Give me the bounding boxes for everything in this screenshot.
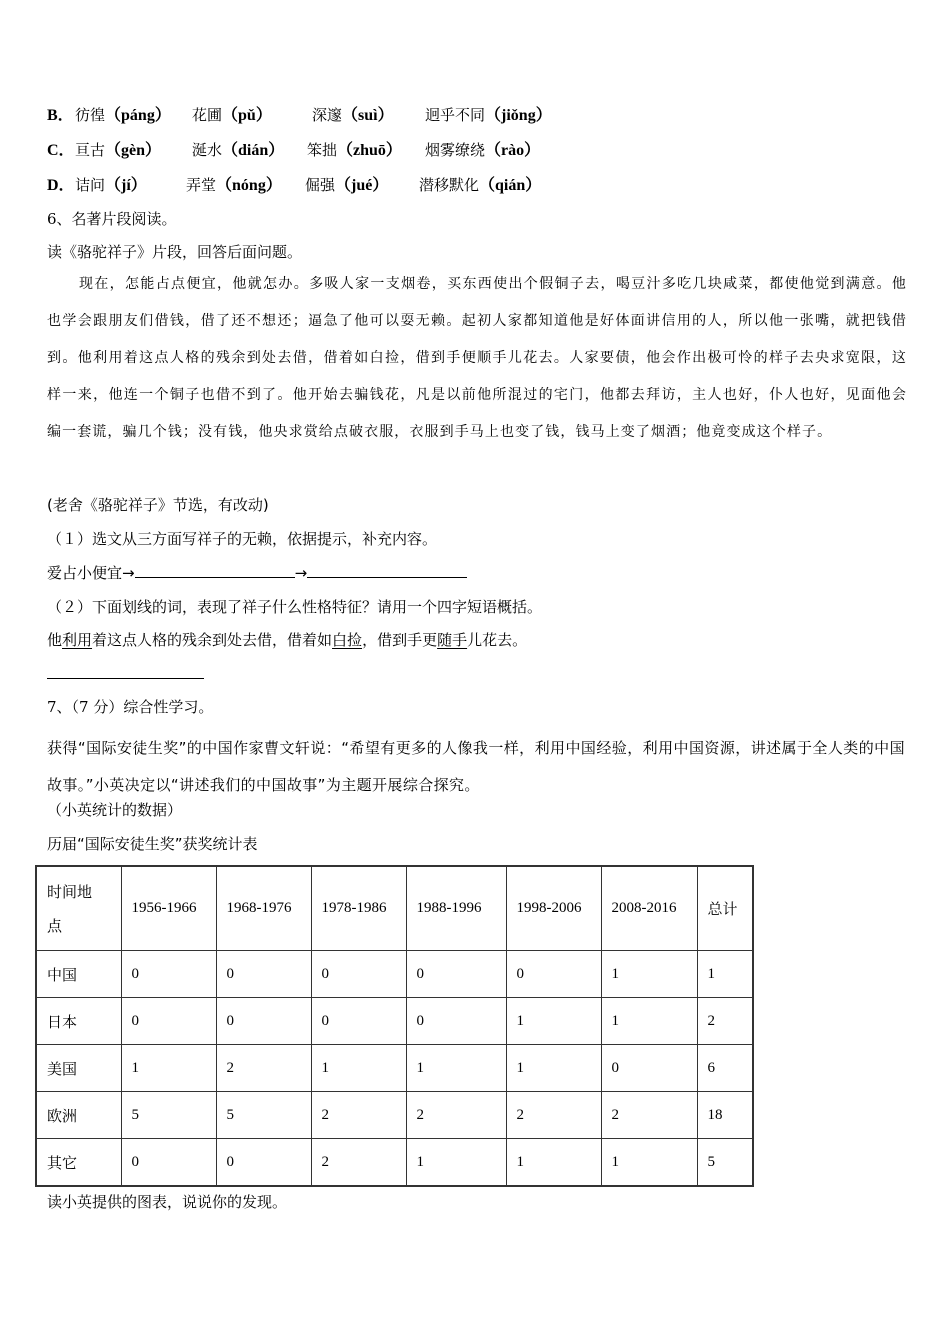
option-label: C． [47, 142, 75, 159]
value-cell: 0 [216, 998, 311, 1045]
word: 烟雾缭绕 [425, 141, 486, 159]
value-cell: 1 [601, 998, 697, 1045]
value-cell: 0 [406, 951, 506, 998]
value-cell: 18 [697, 1092, 753, 1139]
word: 潜移默化 [419, 176, 480, 194]
pinyin: （zhuō） [337, 142, 402, 159]
option-word-item [75, 102, 171, 125]
value-cell: 2 [506, 1092, 601, 1139]
option-word-item [192, 102, 272, 125]
word: 倔强 [305, 176, 336, 194]
underlined-word: 白捡 [332, 631, 363, 649]
pinyin: （suì） [342, 107, 394, 124]
q6-title: 6、名著片段阅读。 [47, 210, 177, 228]
pinyin: （pǔ） [222, 107, 272, 124]
arrow-icon: → [122, 564, 135, 582]
value-cell: 0 [506, 951, 601, 998]
value-cell: 1 [506, 998, 601, 1045]
word: 彷徨 [75, 106, 106, 124]
q6-sub2-sentence [47, 630, 527, 650]
value-cell: 0 [121, 951, 216, 998]
table-row [36, 1139, 753, 1187]
column-header: 1978-1986 [311, 866, 406, 951]
value-cell: 0 [311, 951, 406, 998]
answer-blank-3[interactable] [47, 664, 204, 679]
column-header: 2008-2016 [601, 866, 697, 951]
column-header: 1956-1966 [121, 866, 216, 951]
value-cell: 2 [216, 1045, 311, 1092]
column-header: 总计 [697, 866, 753, 951]
value-cell: 5 [121, 1092, 216, 1139]
q6-sub1-answer-line [47, 563, 467, 583]
award-stats-table [35, 865, 754, 1187]
value-cell: 0 [311, 998, 406, 1045]
option-word-item [192, 137, 284, 160]
corner-header-cell [36, 866, 121, 951]
value-cell: 1 [697, 951, 753, 998]
pinyin: （nóng） [216, 177, 282, 194]
column-header: 1968-1976 [216, 866, 311, 951]
option-word-item [425, 102, 552, 125]
value-cell: 2 [406, 1092, 506, 1139]
value-cell: 1 [601, 951, 697, 998]
option-word-item [419, 172, 541, 195]
value-cell: 1 [406, 1045, 506, 1092]
value-cell: 1 [311, 1045, 406, 1092]
word: 深邃 [312, 106, 343, 124]
q6-instruction: 读《骆驼祥子》片段，回答后面问题。 [47, 243, 303, 261]
q6-sub1: （１）选文从三方面写祥子的无赖，依据提示，补充内容。 [47, 530, 438, 548]
value-cell: 6 [697, 1045, 753, 1092]
column-header: 1998-2006 [506, 866, 601, 951]
q7-table-title: 历届“国际安徒生奖”获奖统计表 [47, 835, 258, 853]
region-cell: 美国 [36, 1045, 121, 1092]
q6-passage [47, 266, 907, 451]
word: 笨拙 [307, 141, 338, 159]
word: 迥乎不同 [425, 106, 486, 124]
region-cell: 中国 [36, 951, 121, 998]
value-cell: 0 [216, 951, 311, 998]
pinyin: （páng） [105, 107, 171, 124]
sentence-segment: 着这点人格的残余到处去借，借着如 [92, 631, 333, 649]
table-row [36, 951, 753, 998]
q7-question: 读小英提供的图表，说说你的发现。 [47, 1193, 288, 1211]
value-cell: 0 [121, 1139, 216, 1187]
sub1-start-text: 爱占小便宜 [47, 564, 123, 582]
pinyin: （gèn） [105, 142, 162, 159]
region-cell: 日本 [36, 998, 121, 1045]
column-header: 1988-1996 [406, 866, 506, 951]
value-cell: 0 [601, 1045, 697, 1092]
option-word-item [305, 172, 388, 195]
q7-title [47, 697, 213, 717]
word: 弄堂 [186, 176, 217, 194]
word: 涎水 [192, 141, 223, 159]
word: 诘问 [75, 176, 106, 194]
word: 花圃 [192, 106, 223, 124]
underlined-word: 随手 [437, 631, 468, 649]
value-cell: 1 [601, 1139, 697, 1187]
q7-intro: 获得“国际安徒生奖”的中国作家曹文轩说：“希望有更多的人像我一样，利用中国经验，利用中国资源，讲述属于全人类的中国故事。”小英决定以“讲述我们的中国故事”为主题开展综合探究。 [47, 739, 905, 794]
sentence-segment: ，借到手更 [362, 631, 438, 649]
value-cell: 5 [216, 1092, 311, 1139]
value-cell: 5 [697, 1139, 753, 1187]
value-cell: 2 [697, 998, 753, 1045]
table-row [36, 1092, 753, 1139]
table-header-row [36, 866, 753, 951]
q6-sub2: （２）下面划线的词，表现了祥子什么性格特征？请用一个四字短语概括。 [47, 598, 543, 616]
answer-blank-1[interactable] [135, 563, 295, 578]
option-word-item [75, 172, 147, 195]
region-cell: 其它 [36, 1139, 121, 1187]
value-cell: 0 [406, 998, 506, 1045]
value-cell: 1 [506, 1045, 601, 1092]
answer-blank-2[interactable] [307, 563, 467, 578]
pinyin: （dián） [222, 142, 285, 159]
q6-source: (老舍《骆驼祥子》节选，有改动) [47, 496, 269, 514]
sentence-segment: 儿花去。 [467, 631, 528, 649]
pinyin: （qián） [479, 177, 542, 194]
value-cell: 1 [121, 1045, 216, 1092]
option-word-item [425, 137, 540, 160]
value-cell: 0 [121, 998, 216, 1045]
corner-header-line2: 点 [47, 916, 63, 935]
sentence-segment: 他 [47, 631, 63, 649]
option-word-item [186, 172, 282, 195]
value-cell: 0 [216, 1139, 311, 1187]
value-cell: 1 [406, 1139, 506, 1187]
pinyin: （jiǒng） [485, 107, 552, 124]
q7-number: 7、（7 分） [47, 698, 124, 716]
q7-title-text: 综合性学习。 [123, 698, 214, 716]
arrow-icon: → [294, 564, 308, 582]
value-cell: 2 [601, 1092, 697, 1139]
option-label: D． [47, 177, 75, 194]
passage-text: 现在，怎能占点便宜，他就怎办。多吸人家一支烟卷，买东西使出个假铜子去，喝豆汁多吃几块咸菜，都使他觉到满意。他也学会跟朋友们借钱，借了还不想还；逼急了他可以耍无赖。起初人家都知道他是好体面讲信用的人，所以他一张嘴，就把钱借到。他利用着这点人格的残余到处去借，借着如白捡，借到手便顺手儿花去。人家要债，他会作出极可怜的样子去央求宽限，这样一来，他连一个铜子也借不到了。他开始去骗钱花，凡是以前他所混过的宅门，他都去拜访，主人也好，仆人也好，见面他会编一套谎，骗几个钱；没有钱，他央求赏给点破衣服，衣服到手马上也变了钱，钱马上变了烟酒；他竟变成这个样子。 [47, 276, 907, 440]
value-cell: 2 [311, 1092, 406, 1139]
table-row [36, 1045, 753, 1092]
option-word-item [312, 102, 394, 125]
value-cell: 1 [506, 1139, 601, 1187]
q6-sub2-answer-line [47, 664, 204, 684]
option-word-item [75, 137, 161, 160]
q7-data-note: （小英统计的数据） [47, 801, 183, 819]
table-row [36, 998, 753, 1045]
region-cell: 欧洲 [36, 1092, 121, 1139]
pinyin: （rào） [485, 142, 541, 159]
pinyin: （jué） [335, 177, 389, 194]
underlined-word: 利用 [62, 631, 93, 649]
word: 亘古 [75, 141, 106, 159]
option-label: B． [47, 107, 74, 124]
corner-header-line1: 时间地 [47, 882, 93, 901]
pinyin: （jí） [105, 177, 147, 194]
value-cell: 2 [311, 1139, 406, 1187]
option-word-item [307, 137, 402, 160]
